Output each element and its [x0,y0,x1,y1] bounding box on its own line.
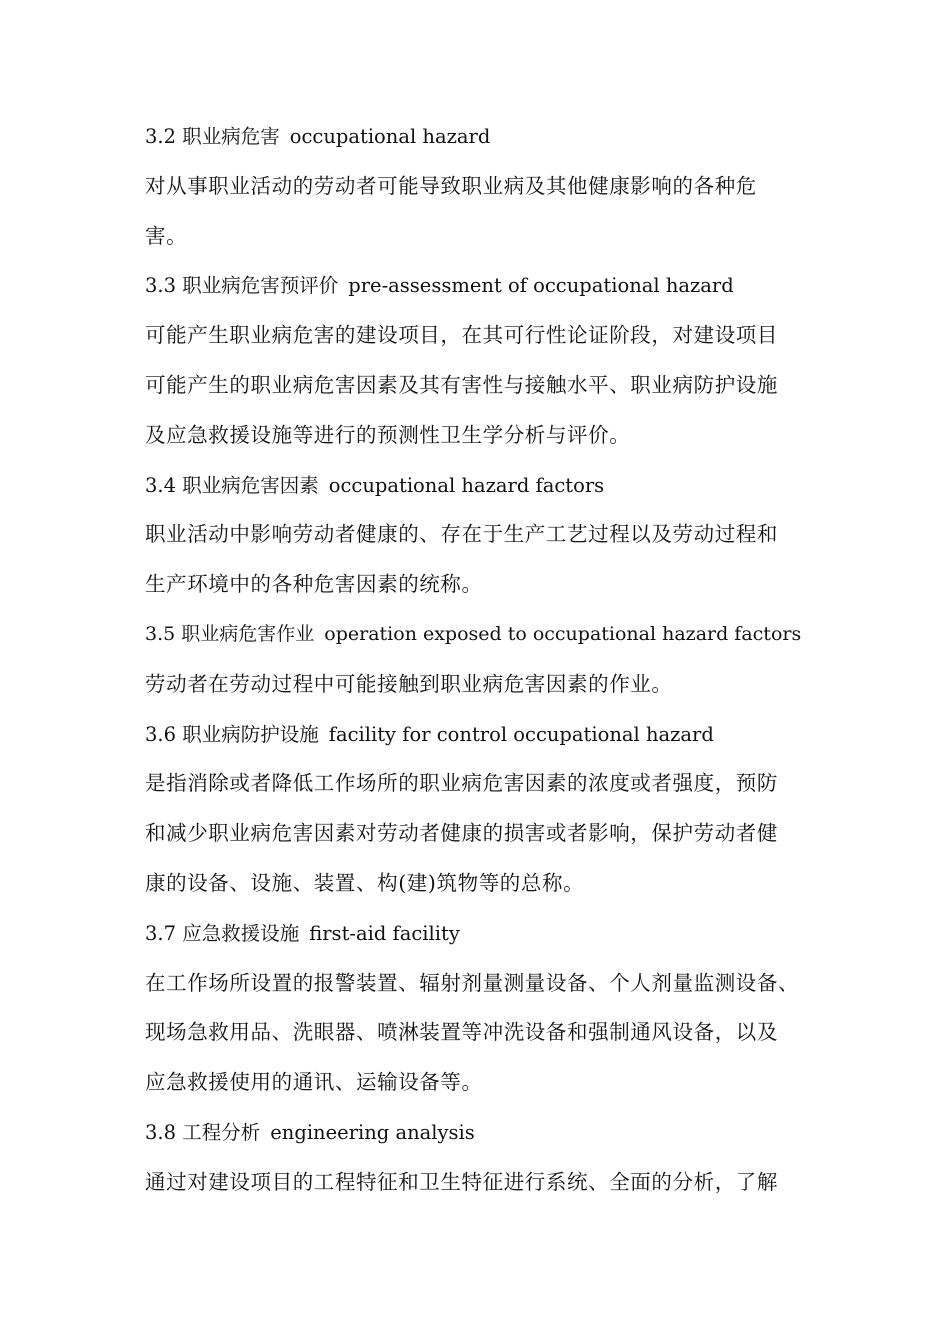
term-chinese: 职业病危害因素 [182,473,319,497]
definition-line: 可能产生的职业病危害因素及其有害性与接触水平、职业病防护设施 [145,372,778,397]
term-number: 3.4 [145,473,177,497]
term-chinese: 职业病危害预评价 [182,274,339,298]
definition-line: 应急救援使用的通讯、运输设备等。 [145,1070,483,1095]
term-english: engineering analysis [270,1120,475,1144]
term-english: first-aid facility [309,921,460,945]
term-heading [145,461,810,511]
definition-line: 劳动者在劳动过程中可能接触到职业病危害因素的作业。 [145,671,673,696]
definition-line: 是指消除或者降低工作场所的职业病危害因素的浓度或者强度，预防 [145,771,778,796]
term-heading [145,909,810,959]
term-english: facility for control occupational hazard [328,722,714,746]
term-heading [145,710,810,760]
term-entry-3-4 [145,461,810,610]
term-chinese: 应急救援设施 [182,921,300,945]
definition-line: 现场急救用品、洗眼器、喷淋装置等冲洗设备和强制通风设备，以及 [145,1020,778,1045]
term-number: 3.7 [145,921,177,945]
definition-line: 康的设备、设施、装置、构(建)筑物等的总称。 [145,870,585,895]
term-heading [145,261,810,311]
definition-line: 及应急救援设施等进行的预测性卫生学分析与评价。 [145,422,631,447]
term-entry-3-3 [145,261,810,460]
term-heading [145,610,810,660]
term-number: 3.5 [145,622,176,645]
term-entry-3-7 [145,909,810,1108]
definition-line: 可能产生职业病危害的建设项目，在其可行性论证阶段，对建设项目 [145,323,778,348]
definition-line: 和减少职业病危害因素对劳动者健康的损害或者影响，保护劳动者健 [145,821,778,846]
document-body [145,112,810,1208]
term-chinese: 职业病防护设施 [182,722,319,746]
definition-line: 职业活动中影响劳动者健康的、存在于生产工艺过程以及劳动过程和 [145,522,778,547]
term-entry-3-8 [145,1108,810,1208]
term-number: 3.8 [145,1120,177,1144]
definition-line: 害。 [145,223,188,248]
term-chinese: 工程分析 [182,1120,261,1144]
term-english: operation exposed to occupational hazard factors [324,622,802,645]
definition-line: 生产环境中的各种危害因素的统称。 [145,572,483,597]
term-chinese: 职业病危害作业 [181,622,315,645]
term-entry-3-5 [145,610,810,710]
term-entry-3-2 [145,112,810,261]
term-chinese: 职业病危害 [182,125,280,148]
term-english: occupational hazard [289,125,491,148]
term-number: 3.6 [145,722,177,746]
term-entry-3-6 [145,710,810,909]
term-heading [145,112,810,162]
definition-line: 在工作场所设置的报警装置、辐射剂量测量设备、个人剂量监测设备、 [145,970,800,995]
term-number: 3.3 [145,274,177,298]
term-english: occupational hazard factors [328,473,605,497]
definition-line: 对从事职业活动的劳动者可能导致职业病及其他健康影响的各种危 [145,173,757,198]
term-heading [145,1108,810,1158]
term-english: pre-assessment of occupational hazard [348,274,734,298]
term-number: 3.2 [145,125,177,148]
definition-line: 通过对建设项目的工程特征和卫生特征进行系统、全面的分析，了解 [145,1169,778,1194]
